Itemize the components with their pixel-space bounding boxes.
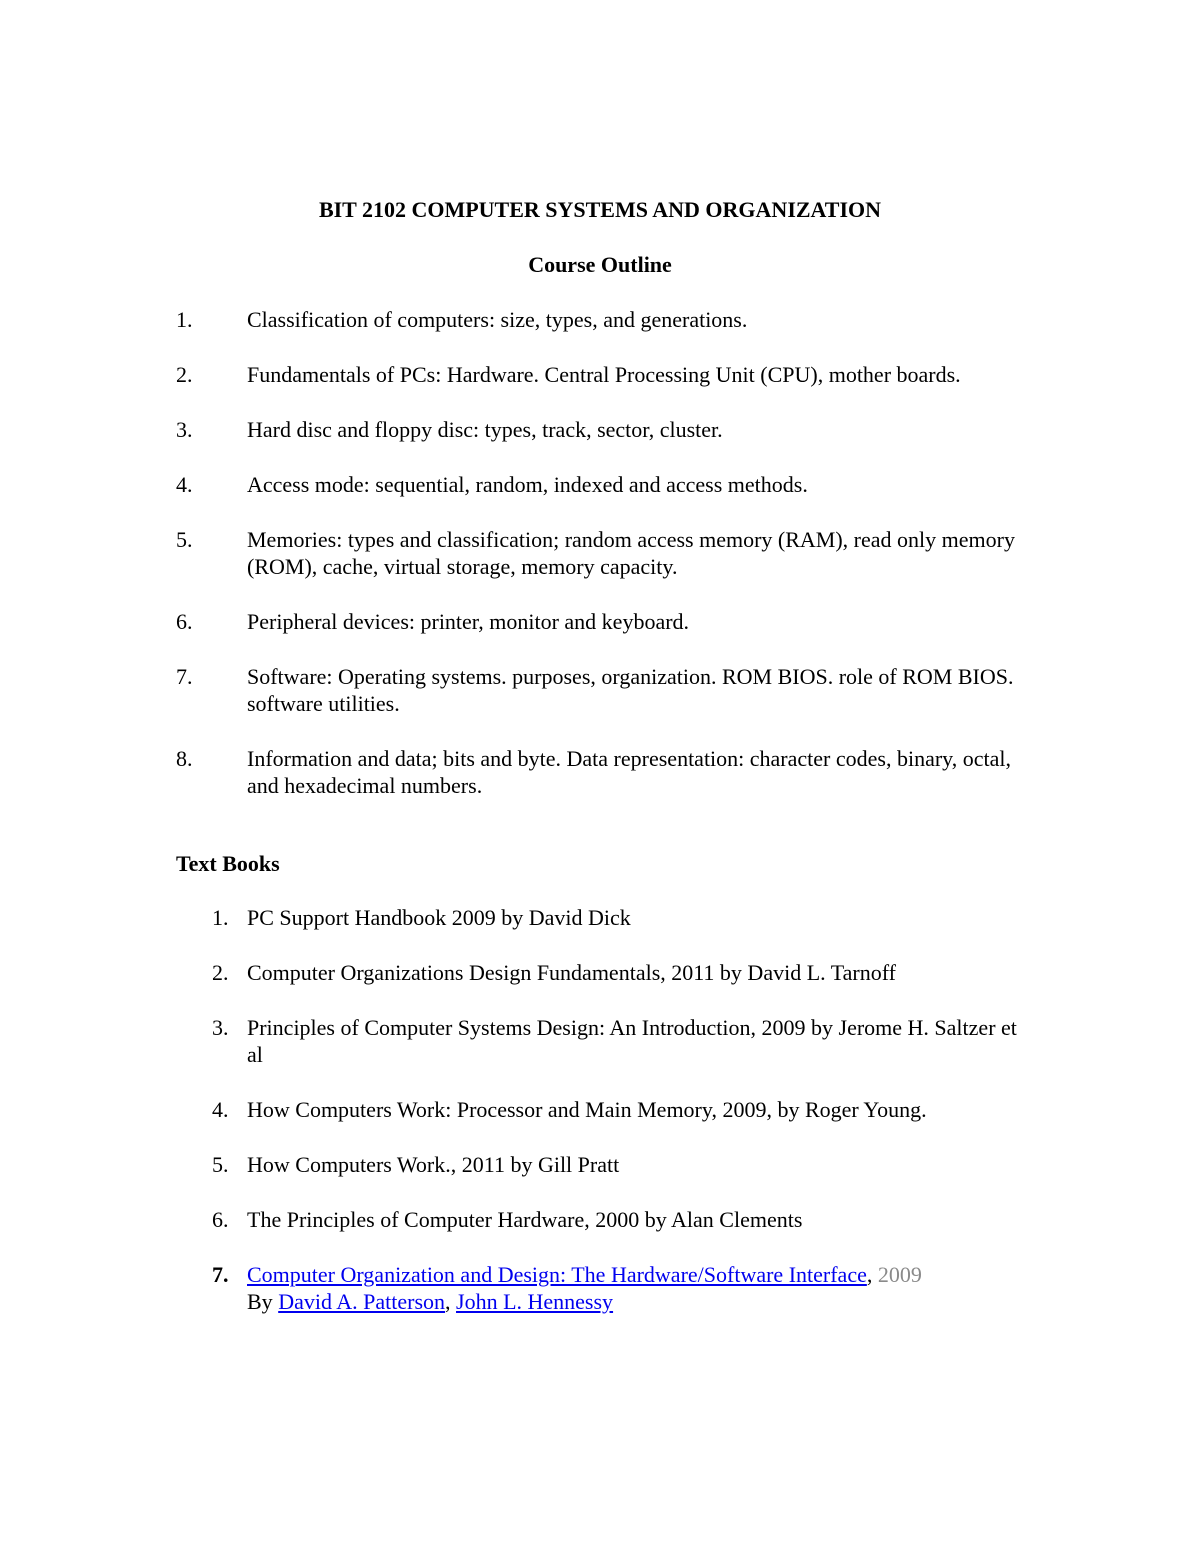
book-item-text: Computer Organizations Design Fundamentals, 2011 by David L. Tarnoff <box>247 960 896 985</box>
book-item <box>176 959 1036 986</box>
book-item <box>176 1014 1036 1068</box>
outline-item-text: Hard disc and floppy disc: types, track, sector, cluster. <box>247 417 723 442</box>
text-books-heading: Text Books <box>176 851 280 876</box>
book-item-text: Principles of Computer Systems Design: An Introduction, 2009 by Jerome H. Saltzer et al <box>247 1015 1017 1067</box>
book-item <box>176 1096 1036 1123</box>
outline-item-number: 7. <box>176 664 193 689</box>
outline-item-text: Information and data; bits and byte. Data representation: character codes, binary, octal, and hexadecimal numbers. <box>247 746 1011 798</box>
book-item-text: The Principles of Computer Hardware, 2000 by Alan Clements <box>247 1207 803 1232</box>
outline-item <box>176 416 1036 443</box>
book-item-number: 3. <box>212 1015 229 1040</box>
book-year: 2009 <box>877 1262 922 1287</box>
outline-item <box>176 471 1036 498</box>
book-item-number: 4. <box>212 1097 229 1122</box>
outline-item-number: 2. <box>176 362 193 387</box>
book-item-number: 7. <box>212 1262 229 1287</box>
book-by-label: By <box>247 1289 273 1314</box>
book-item-number: 6. <box>212 1207 229 1232</box>
outline-item-number: 6. <box>176 609 193 634</box>
outline-item <box>176 608 1036 635</box>
book-item-text: PC Support Handbook 2009 by David Dick <box>247 905 631 930</box>
outline-item-number: 5. <box>176 527 193 552</box>
text-books-list <box>176 904 1036 1343</box>
book-title-link[interactable]: Computer Organization and Design: The Hardware/Software Interface <box>247 1262 867 1287</box>
book-item-linked <box>176 1261 1036 1315</box>
book-item-text: How Computers Work: Processor and Main Memory, 2009, by Roger Young. <box>247 1097 927 1122</box>
outline-item-text: Access mode: sequential, random, indexed and access methods. <box>247 472 808 497</box>
outline-item-text: Software: Operating systems. purposes, organization. ROM BIOS. role of ROM BIOS. software utilities. <box>247 664 1014 716</box>
book-item <box>176 1151 1036 1178</box>
author-link-patterson[interactable]: David A. Patterson <box>278 1289 446 1314</box>
outline-item <box>176 306 1036 333</box>
outline-item-text: Fundamentals of PCs: Hardware. Central Processing Unit (CPU), mother boards. <box>247 362 961 387</box>
book-item-number: 5. <box>212 1152 229 1177</box>
outline-item-number: 3. <box>176 417 193 442</box>
document-subtitle: Course Outline <box>528 252 672 277</box>
book-comma: , <box>866 1262 873 1287</box>
outline-item-text: Classification of computers: size, types, and generations. <box>247 307 748 332</box>
outline-item-text: Peripheral devices: printer, monitor and keyboard. <box>247 609 690 634</box>
course-outline-list <box>176 306 1036 827</box>
document-title: BIT 2102 COMPUTER SYSTEMS AND ORGANIZATION <box>318 197 882 222</box>
outline-item <box>176 745 1036 799</box>
outline-item-number: 1. <box>176 307 193 332</box>
outline-item-text: Memories: types and classification; random access memory (RAM), read only memory (ROM), cache, virtual storage, memory capacity. <box>247 527 1015 579</box>
book-item <box>176 904 1036 931</box>
book-item-text: How Computers Work., 2011 by Gill Pratt <box>247 1152 620 1177</box>
outline-item-number: 4. <box>176 472 193 497</box>
book-item <box>176 1206 1036 1233</box>
book-item-number: 1. <box>212 905 229 930</box>
outline-item <box>176 526 1036 580</box>
author-link-hennessy[interactable]: John L. Hennessy <box>456 1289 614 1314</box>
outline-item <box>176 361 1036 388</box>
outline-item <box>176 663 1036 717</box>
book-item-number: 2. <box>212 960 229 985</box>
outline-item-number: 8. <box>176 746 193 771</box>
author-separator: , <box>445 1289 451 1314</box>
